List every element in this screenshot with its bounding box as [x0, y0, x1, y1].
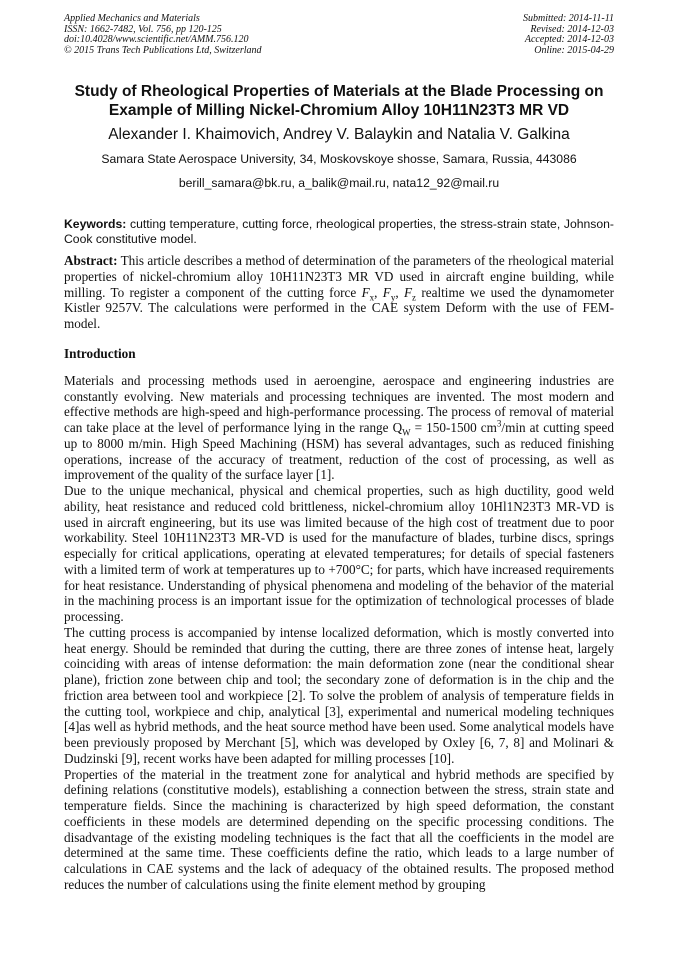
authors: Alexander I. Khaimovich, Andrey V. Balaykin and Natalia V. Galkina: [108, 126, 570, 143]
doi: doi:10.4028/www.scientific.net/AMM.756.120: [64, 34, 249, 45]
keywords: [64, 217, 614, 247]
paragraph-text: Materials and processing methods used in aeroengine, aerospace and engineering industries are constantly evolving. New materials and processing techniques are invented. The most modern and effective methods are high-speed and high-performance processing. The process of removal of material can take place at the level of performance lying in the range Q: [64, 372, 614, 436]
keywords-text: cutting temperature, cutting force, rheological properties, the stress-strain state, Johnson-Cook constitutive model.: [64, 217, 614, 246]
copyright: © 2015 Trans Tech Publications Ltd, Switzerland: [64, 44, 262, 56]
abstract-text-2: realtime we used the dynamometer Kistler 9257V. The calculations were performed in the CAE system Deform with the use of FEM-model.: [64, 284, 615, 332]
force-fx-sub: x: [369, 292, 375, 303]
paragraph: [64, 373, 614, 483]
revised-date: Revised: 2014-12-03: [530, 23, 614, 35]
publication-info: [64, 14, 262, 56]
superscript: 3: [496, 418, 502, 429]
keywords-label: Keywords:: [64, 217, 127, 231]
abstract-label: Abstract:: [64, 253, 118, 268]
submitted-date: Submitted: 2014-11-11: [522, 13, 614, 24]
paragraph: Properties of the material in the treatment zone for analytical and hybrid methods are specified by defining relations (constitutive models), establishing a connection between the stress, strain state and temperature fields. Since the machining is characterized by high speed deformation, the constant coefficients in these models are determined depending on the specific processing conditions. The disadvantage of the existing modeling techniques is the fact that all the coefficients in the model are determined at the same time. These coefficients define the ratio, which leads to a large number of calculations in CAE systems and the lack of adequacy of the obtained results. The proposed method reduces the number of calculations using the finite element method by grouping: [64, 766, 614, 892]
journal-header: [64, 14, 614, 56]
force-fz: F: [403, 284, 413, 300]
paper-title: Study of Rheological Properties of Materials at the Blade Processing on Example of Milling Nickel-Chromium Alloy 10H11N23T3 MR VD: [74, 83, 604, 119]
force-fy: F: [382, 284, 391, 300]
online-date: Online: 2015-04-29: [534, 44, 614, 56]
journal-name: Applied Mechanics and Materials: [64, 13, 200, 24]
paragraph-text: = 150-1500 cm: [410, 420, 497, 436]
abstract: [64, 253, 614, 332]
introduction-body: [64, 373, 614, 893]
author-emails: berill_samara@bk.ru, a_balik@mail.ru, nata12_92@mail.ru: [178, 176, 500, 190]
abstract-sep: ,: [374, 284, 383, 300]
subscript: W: [402, 427, 411, 438]
paragraph-text: /min at cutting speed up to 8000 m/min. High Speed Machining (HSM) has several advantages, such as reduced finishing operations, increase of the accuracy of treatment, reduction of the cost of processing, as well as improvement of the quality of the surface layer [1].: [64, 420, 614, 483]
paragraph: The cutting process is accompanied by intense localized deformation, which is mostly converted into heat energy. Should be reminded that during the cutting, there are three zones of intense heat, largely coinciding with areas of intense deformation: the main deformation zone (near the conditional shear plane), friction zone between chip and tool; the secondary zone of deformation is in the chip and the friction area between tool and workpiece [2]. To solve the problem of analysis of temperature fields in the cutting tool, workpiece and chip, analytical [3], experimental and numerical modeling techniques [4]as well as hybrid methods, and the heat source method have been used. Some analytical models have been previously proposed by Merchant [5], which was developed by Oxley [6, 7, 8] and Molinari & Dudzinski [9], recent works have been adapted for milling processes [10].: [64, 624, 614, 766]
force-fy-sub: y: [390, 292, 396, 303]
force-fz-sub: z: [412, 292, 417, 303]
issn: ISSN: 1662-7482, Vol. 756, pp 120-125: [64, 23, 222, 35]
accepted-date: Accepted: 2014-12-03: [524, 34, 614, 45]
section-heading-introduction: Introduction: [64, 345, 136, 361]
force-fx: F: [361, 284, 370, 300]
date-info: [523, 14, 614, 56]
abstract-sep: ,: [395, 284, 404, 300]
abstract-text-1: This article describes a method of determination of the parameters of the rheological material properties of nickel-chromium alloy 10H11N23T3 MR VD used in aircraft engine building, while milling. To register a component of the cutting force: [64, 253, 614, 300]
paragraph: Due to the unique mechanical, physical and chemical properties, such as high ductility, good weld ability, heat resistance and reduced cold brittleness, nickel-chromium alloy 10Hl1N23T3 MR-VD is used in aircraft engineering, but its use was limited because of the high cost of treatment due to poor workability. Steel 10H11N23T3 MR-VD is used for the manufacture of blades, turbine discs, springs especially for critical applications, operating at elevated temperatures; for details of special fasteners with a limited term of work at temperatures up to +700°C; for parts, which have increased requirements for heat resistance. Understanding of physical phenomena and modeling of the behavior of the material in the machining process is an important issue for the optimization of technological processes of blade processing.: [64, 483, 614, 625]
affiliation: Samara State Aerospace University, 34, Moskovskoye shosse, Samara, Russia, 443086: [101, 152, 577, 166]
